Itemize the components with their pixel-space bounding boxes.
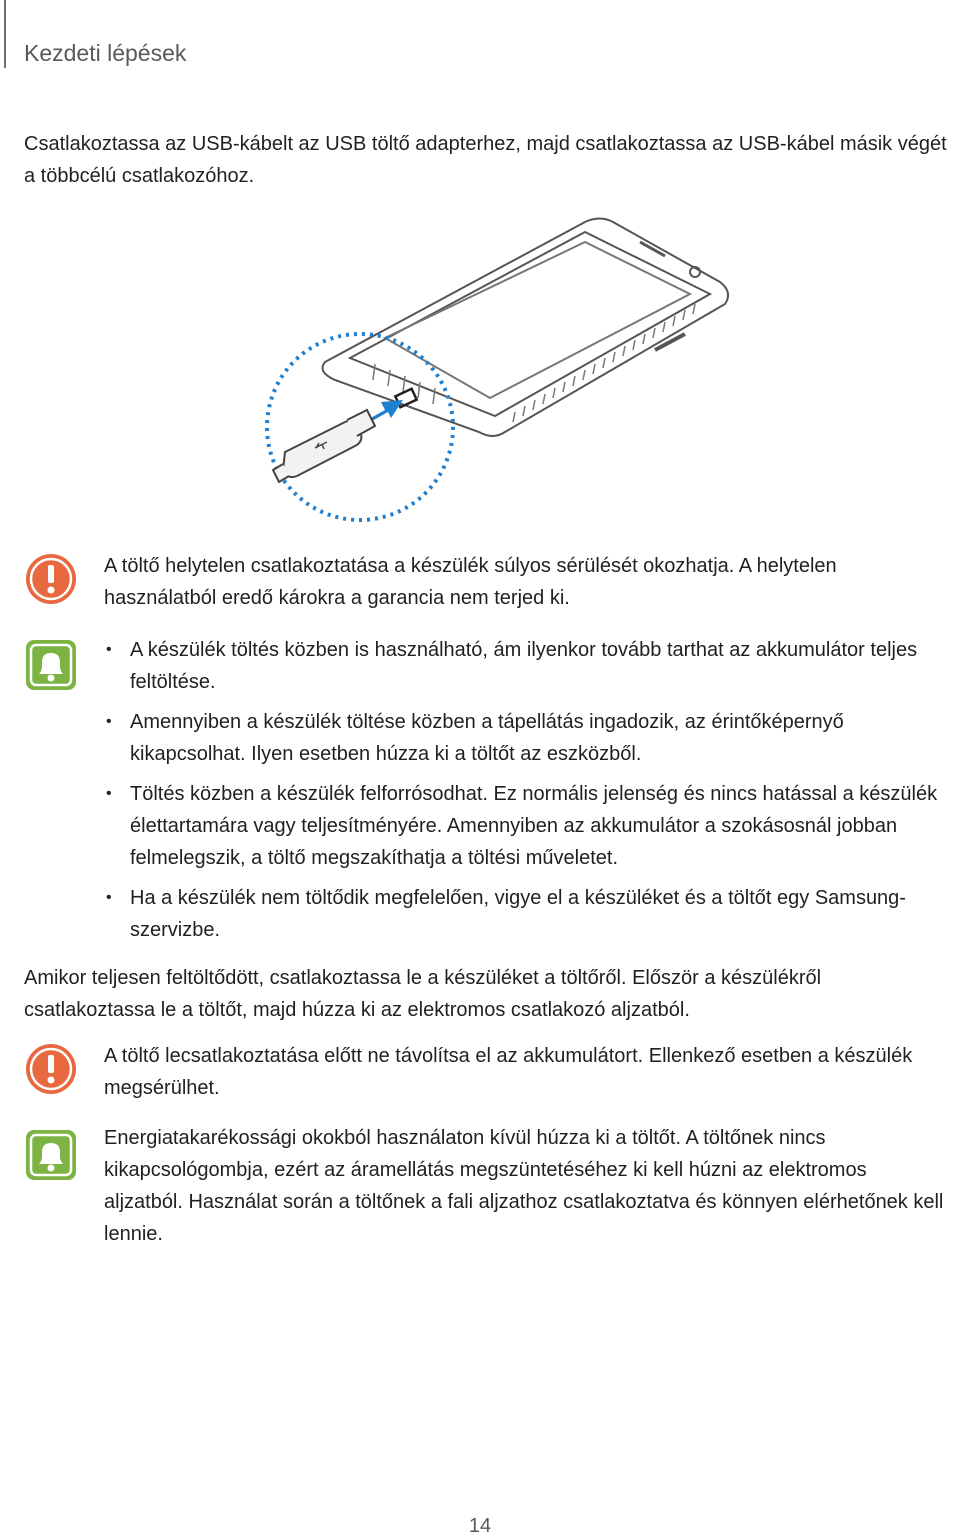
list-item: • Amennyiben a készülék töltése közben a tápellátás ingadozik, az érintőképernyő kikapcsolhat. Ilyen esetben húzza ki a töltőt az eszközből. [104, 706, 954, 770]
notice-bullet-list [104, 634, 954, 954]
bullet-dot: • [106, 641, 112, 658]
page-number: 14 [468, 1515, 492, 1537]
warning-text-1: A töltő helytelen csatlakoztatása a készülék súlyos sérülését okozhatja. A helytelen használatból eredő károkra a garancia nem terjed ki. [104, 555, 837, 609]
bullet-dot: • [106, 785, 112, 802]
usb-connection-illustration [255, 212, 735, 532]
list-item: • Ha a készülék nem töltődik megfelelően, vigye el a készüléket és a töltőt egy Samsung-szervizbe. [104, 882, 954, 946]
disconnect-paragraph: Amikor teljesen feltöltődött, csatlakoztassa le a készüléket a töltőről. Először a készülékről csatlakoztassa le a töltőt, majd húzza ki az elektromos csatlakozó aljzatból. [24, 967, 822, 1021]
margin-line [4, 0, 6, 68]
warning-text-2: A töltő lecsatlakoztatása előtt ne távolítsa el az akkumulátort. Ellenkező esetben a készülék megsérülhet. [104, 1045, 913, 1099]
intro-paragraph: Csatlakoztassa az USB-kábelt az USB töltő adapterhez, majd csatlakoztassa az USB-kábel másik végét a többcélú csatlakozóhoz. [24, 133, 947, 187]
section-title: Kezdeti lépések [24, 40, 187, 66]
notice-bell-icon [24, 638, 78, 692]
bullet-dot: • [106, 889, 112, 906]
list-item: • Töltés közben a készülék felforrósodhat. Ez normális jelenség és nincs hatással a készülék élettartamára vagy teljesítményére. Amennyiben az akkumulátor a szokásosnál jobban felmelegszik, a töltő megszakíthatja a töltési műveletet. [104, 778, 954, 874]
warning-icon [24, 1042, 78, 1096]
usb-plug [273, 410, 375, 482]
notice-bell-icon [24, 1128, 78, 1182]
list-item: • A készülék töltés közben is használható, ám ilyenkor tovább tarthat az akkumulátor teljes feltöltése. [104, 634, 954, 698]
bullet-dot: • [106, 713, 112, 730]
notice-text-2: Energiatakarékossági okokból használaton kívül húzza ki a töltőt. A töltőnek nincs kikapcsológombja, ezért az áramellátás megszüntetéséhez ki kell húzni az elektromos aljzatból. Használat során a töltőnek a fali aljzathoz csatlakoztatva és könnyen elérhetőnek kell lennie. [104, 1127, 944, 1245]
warning-icon [24, 552, 78, 606]
